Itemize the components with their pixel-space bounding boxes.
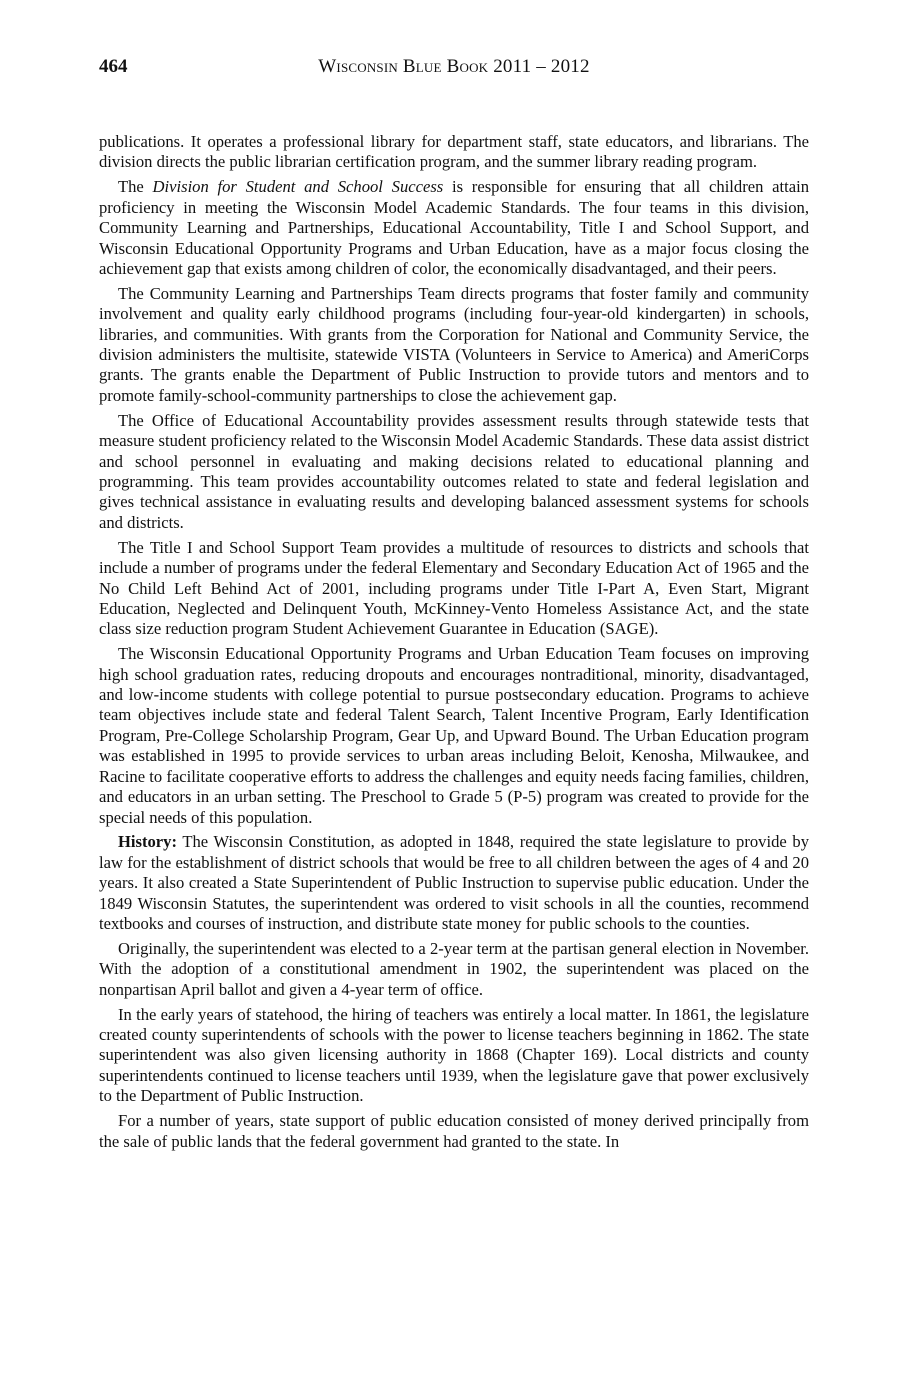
paragraph-teacher-licensing: In the early years of statehood, the hiring of teachers was entirely a local matter. In 1861, the legislature created county superintendents of schools with the power to license teachers beginning in 1862. The state superintendent was also given licensing authority in 1868 (Chapter 169). Local districts and county superintendents continued to license teachers until 1939, when the legislature gave that power exclusively to the Department of Public Instruction. xyxy=(99,1004,809,1106)
history-text: The Wisconsin Constitution, as adopted in 1848, required the state legislature to provide by law for the establishment of district schools that would be free to all children between the ages of 4 and 20 years. It also created a State Superintendent of Public Instruction to supervise public education. Under the 1849 Wisconsin Statutes, the superintendent was ordered to visit schools in all the counties, recommend textbooks and courses of instruction, and distribute state money for public schools to the counties. xyxy=(99,832,809,934)
paragraph-library-continuation: publications. It operates a professional library for department staff, state educators, and librarians. The division directs the public librarian certification program, and the summer library reading program. xyxy=(99,132,809,172)
paragraph-educational-accountability: The Office of Educational Accountability provides assessment results through statewide tests that measure student proficiency related to the Wisconsin Model Academic Standards. These data assist district and school personnel in evaluating and making decisions related to educational planning and programming. This team provides accountability outcomes related to state and federal legislation and gives technical assistance in evaluating results and developing balanced assessment systems for schools and districts. xyxy=(99,410,809,532)
page-header xyxy=(99,56,809,82)
paragraph-superintendent-term: Originally, the superintendent was elected to a 2-year term at the partisan general election in November. With the adoption of a constitutional amendment in 1902, the superintendent was placed on the nonpartisan April ballot and given a 4-year term of office. xyxy=(99,938,809,999)
paragraph-title-i-support: The Title I and School Support Team provides a multitude of resources to districts and schools that include a number of programs under the federal Elementary and Secondary Education Act of 1965 and the No Child Left Behind Act of 2001, including programs under Title I-Part A, Even Start, Migrant Education, Neglected and Delinquent Youth, McKinney-Vento Homeless Assistance Act, and the state class size reduction program Student Achievement Guarantee in Education (SAGE). xyxy=(99,537,809,639)
history-label: History: xyxy=(118,832,177,852)
running-head: Wisconsin Blue Book 2011 – 2012 xyxy=(318,56,590,77)
division-name-italic: Division for Student and School Success xyxy=(152,177,444,197)
paragraph-lead-text: The xyxy=(118,177,153,197)
paragraph-student-school-success xyxy=(99,177,809,279)
paragraph-state-support: For a number of years, state support of public education consisted of money derived principally from the sale of public lands that the federal government had granted to the state. In xyxy=(99,1111,809,1151)
paragraph-history xyxy=(99,832,809,934)
paragraph-body-text: is responsible for ensuring that all children attain proficiency in meeting the Wisconsin Model Academic Standards. The four teams in this division, Community Learning and Partnerships, Educational Accountability, Title I and School Support, and Wisconsin Educational Opportunity Programs and Urban Education, have as a major focus closing the achievement gap that exists among children of color, the economically disadvantaged, and their peers. xyxy=(99,177,809,278)
body-text xyxy=(99,132,809,1157)
page-number: 464 xyxy=(99,56,128,77)
paragraph-community-learning: The Community Learning and Partnerships Team directs programs that foster family and community involvement and quality early childhood programs (including four-year-old kindergarten) in schools, libraries, and communities. With grants from the Corporation for National and Community Service, the division administers the multisite, statewide VISTA (Volunteers in Service to America) and AmeriCorps grants. The grants enable the Department of Public Instruction to provide tutors and mentors and to promote family-school-community partnerships to close the achievement gap. xyxy=(99,283,809,405)
paragraph-educational-opportunity: The Wisconsin Educational Opportunity Programs and Urban Education Team focuses on improving high school graduation rates, reducing dropouts and encourages nontraditional, minority, disadvantaged, and low-income students with college potential to pursue postsecondary education. Programs to achieve team objectives include state and federal Talent Search, Talent Incentive Program, Early Identification Program, Pre-College Scholarship Program, Gear Up, and Upward Bound. The Urban Education program was established in 1995 to provide services to urban areas including Beloit, Kenosha, Milwaukee, and Racine to facilitate cooperative efforts to address the challenges and equity needs facing families, children, and educators in an urban setting. The Preschool to Grade 5 (P-5) program was created to provide for the special needs of this population. xyxy=(99,644,809,827)
